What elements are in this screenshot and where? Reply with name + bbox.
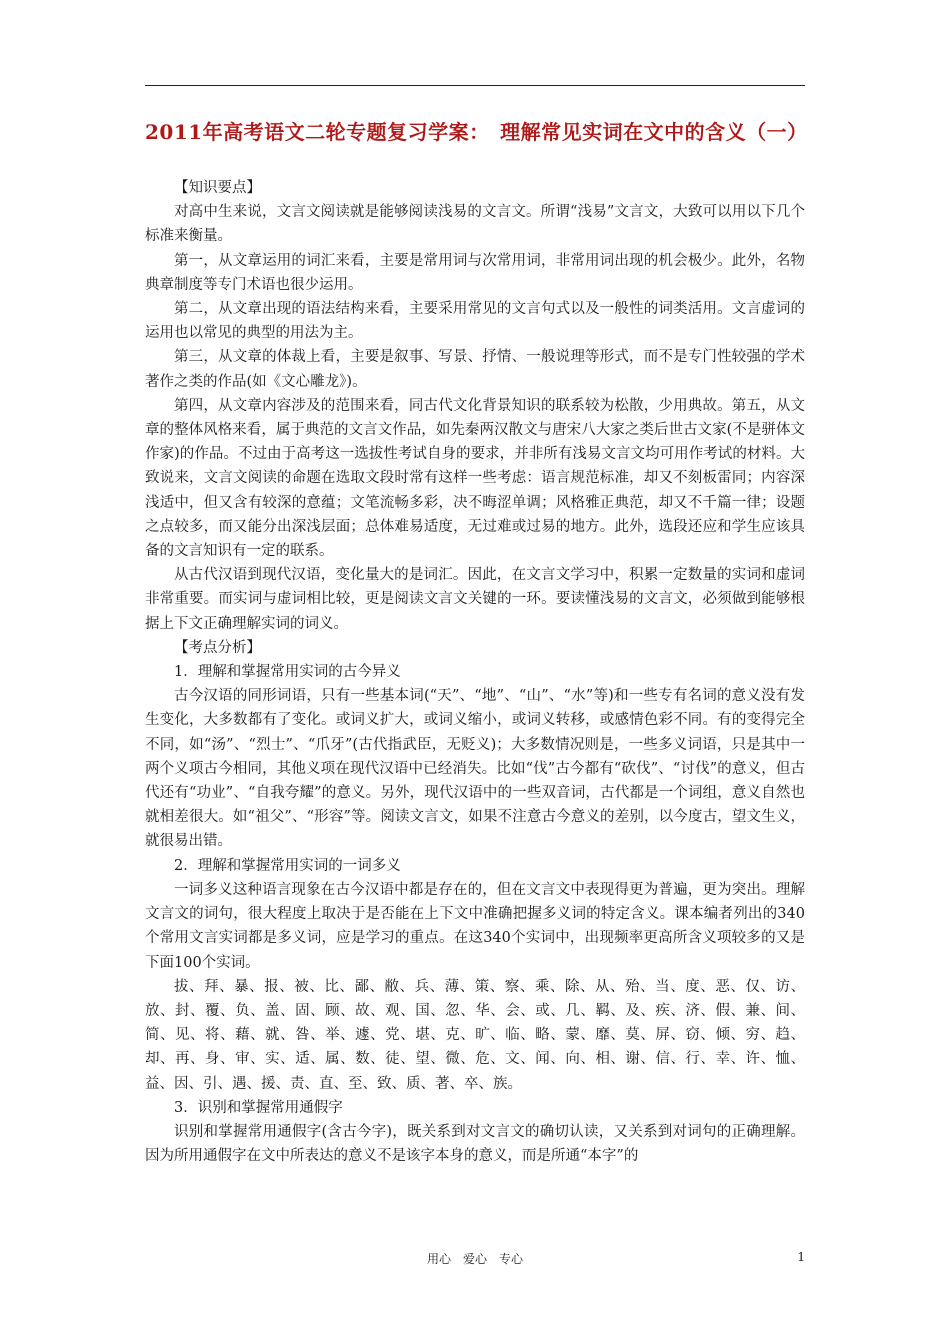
paragraph: 识别和掌握常用通假字(含古今字)，既关系到对文言文的确切认读，又关系到对词句的正确理解。因为所用通假字在文中所表达的意义不是该字本身的意义，而是所通“本字”的 bbox=[145, 1123, 805, 1165]
paragraph: 从古代汉语到现代汉语，变化量大的是词汇。因此，在文言文学习中，积累一定数量的实词和虚词非常重要。而实词与虚词相比较，更是阅读文言文关键的一环。要读懂浅易的文言文，必须做到能够根据上下文正确理解实词的词义。 bbox=[145, 567, 805, 632]
paragraph: 第三，从文章的体裁上看，主要是叙事、写景、抒情、一般说理等形式，而不是专门性较强的学术著作之类的作品(如《文心雕龙》)。 bbox=[145, 349, 805, 390]
paragraph: 第四，从文章内容涉及的范围来看，同古代文化背景知识的联系较为松散，少用典故。第五，从文章的整体风格来看，属于典范的文言文作品，如先秦两汉散文与唐宋八大家之类后世古文家(不是骈体文作家)的作品。不过由于高考这一选拔性考试自身的要求，并非所有浅易文言文均可用作考试的材料。大致说来，文言文阅读的命题在选取文段时常有这样一些考虑：语言规范标准，却又不刻板雷同；内容深浅适中，但又含有较深的意蕴；文笔流畅多彩，决不晦涩单调；风格雅正典范，却又不千篇一律；设题之点较多，而又能分出深浅层面；总体难易适度，无过难或过易的地方。此外，选段还应和学生应该具备的文言知识有一定的联系。 bbox=[145, 397, 805, 560]
page-number: 1 bbox=[797, 1250, 805, 1264]
paragraph: 一词多义这种语言现象在古今汉语中都是存在的，但在文言文中表现得更为普遍，更为突出。理解文言文的词句，很大程度上取决于是否能在上下文中准确把握多义词的特定含义。课本编者列出的340个常用文言实词都是多义词，应是学习的重点。在这340个实词中，出现频率更高所含义项较多的又是下面100个实词。 bbox=[145, 881, 805, 971]
document-body bbox=[145, 176, 805, 1168]
subheading-2: 2．理解和掌握常用实词的一词多义 bbox=[174, 857, 401, 874]
paragraph: 对高中生来说，文言文阅读就是能够阅读浅易的文言文。所谓“浅易”文言文，大致可以用以下几个标准来衡量。 bbox=[145, 204, 805, 245]
header-rule bbox=[145, 85, 805, 86]
section-heading-knowledge: 【知识要点】 bbox=[174, 180, 261, 196]
footer-text: 用心 爱心 专心 bbox=[426, 1252, 523, 1266]
document-title: 2011年高考语文二轮专题复习学案： 理解常见实词在文中的含义（一） bbox=[145, 120, 808, 144]
paragraph: 第二，从文章出现的语法结构来看，主要采用常见的文言句式以及一般性的词类活用。文言虚词的运用也以常见的典型的用法为主。 bbox=[145, 301, 805, 342]
paragraph: 古今汉语的同形词语，只有一些基本词(“天”、“地”、“山”、“水”等)和一些专有名词的意义没有发生变化，大多数都有了变化。或词义扩大，或词义缩小，或词义转移，或感情色彩不同。有的变得完全不同，如“汤”、“烈士”、“爪牙”(古代指武臣，无贬义)；大多数情况则是，一些多义词语，只是其中一两个义项古今相同，其他义项在现代汉语中已经消失。比如“伐”古今都有“砍伐”、“讨伐”的意义，但古代还有“功业”、“自我夸耀”的意义。另外，现代汉语中的一些双音词，古代都是一个词组，意义自然也就相差很大。如“祖父”、“形容”等。阅读文言文，如果不注意古今意义的差别，以今度古，望文生义，就很易出错。 bbox=[145, 688, 805, 850]
subheading-1: 1．理解和掌握常用实词的古今异义 bbox=[174, 664, 401, 681]
section-heading-analysis: 【考点分析】 bbox=[174, 639, 261, 656]
paragraph: 第一，从文章运用的词汇来看，主要是常用词与次常用词，非常用词出现的机会极少。此外，名物典章制度等专门术语也很少运用。 bbox=[145, 252, 805, 293]
subheading-3: 3．识别和掌握常用通假字 bbox=[174, 1099, 343, 1116]
word-list: 拔、拜、暴、报、被、比、鄙、敝、兵、薄、策、察、乘、除、从、殆、当、度、恶、仅、访、放、封、覆、负、盖、固、顾、故、观、国、忽、华、会、或、几、羁、及、疾、济、假、兼、间、简、见、将、藉、就、咎、举、遽、党、堪、克、旷、临、略、蒙、靡、莫、屏、窃、倾、穷、趋、却、再、身、审、实、适、属、数、徒、望、微、危、文、闻、向、相、谢、信、行、幸、许、恤、益、因、引、遇、援、责、直、至、致、质、著、卒、族。 bbox=[145, 978, 805, 1092]
